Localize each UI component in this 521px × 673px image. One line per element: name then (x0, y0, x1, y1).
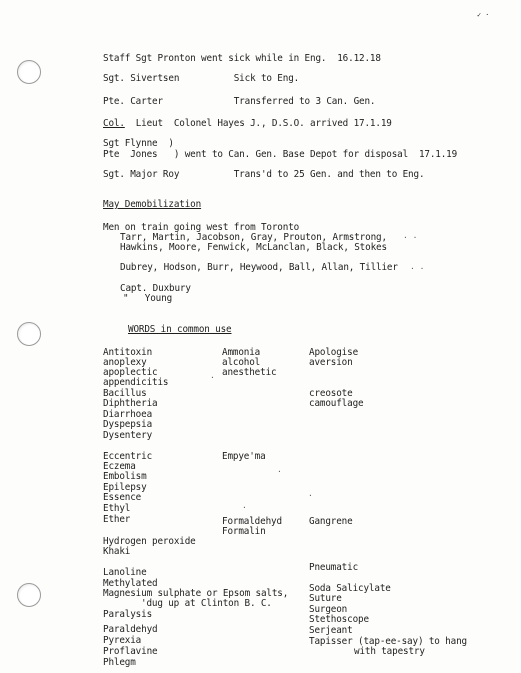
word-col1: Magnesium sulphate or Epsom salts, (103, 588, 289, 599)
word-col1: Ethyl (103, 503, 131, 514)
word-col1: Proflavine (103, 646, 158, 657)
demob-line: " Young (123, 293, 173, 304)
word-col3: creosote (309, 388, 353, 399)
word-col2: Empye'ma (222, 451, 266, 462)
word-col1: Khaki (103, 546, 131, 557)
word-col2: Formalin (222, 526, 266, 537)
word-col3: Apologise (309, 347, 359, 358)
word-col2: anesthetic (222, 367, 277, 378)
word-col1: Bacillus (103, 388, 147, 399)
word-col1: Essence (103, 492, 142, 503)
word-col1: Diphtheria (103, 398, 158, 409)
word-col1: apoplectic (103, 367, 158, 378)
binder-hole-middle (17, 322, 41, 346)
entry-line: Pte Jones ) went to Can. Gen. Base Depot for disposal 17.1.19 (103, 149, 458, 160)
demob-line: Hawkins, Moore, Fenwick, McLanclan, Black, Stokes (120, 242, 387, 253)
demob-heading: May Demobilization (103, 199, 202, 210)
word-col1: Embolism (103, 471, 147, 482)
word-col3: Pneumatic (309, 562, 359, 573)
word-col1: 'dug up at Clinton B. C. (141, 598, 272, 609)
word-col1: Dysentery (103, 430, 153, 441)
entry-line: Sgt Flynne ) (103, 138, 174, 149)
word-col1: Epilepsy (103, 482, 147, 493)
word-col3: Gangrene (309, 516, 353, 527)
word-col1: Paraldehyd (103, 624, 158, 635)
entry-line: Pte. Carter Transferred to 3 Can. Gen. (103, 96, 376, 107)
word-col3: with tapestry (354, 646, 425, 657)
word-col1: Eccentric (103, 451, 153, 462)
entry-line (103, 118, 392, 129)
word-col3: Tapisser (tap-ee-say) to hang (309, 636, 467, 647)
word-col1: Methylated (103, 578, 158, 589)
word-col3: aversion (309, 357, 353, 368)
entry-line: Sgt. Major Roy Trans'd to 25 Gen. and then to Eng. (103, 169, 425, 180)
paper-speck: . (308, 489, 313, 498)
demob-line: Tarr, Martin, Jacobson, Gray, Prouton, Armstrong, (120, 232, 387, 243)
word-col1: Phlegm (103, 657, 136, 668)
demob-line: Dubrey, Hodson, Burr, Heywood, Ball, Allan, Tillier (120, 262, 398, 273)
word-col1: Lanoline (103, 567, 147, 578)
entry-line: Staff Sgt Pronton went sick while in Eng. 16.12.18 (103, 53, 381, 64)
binder-hole-bottom (17, 583, 41, 607)
word-col1: Antitoxin (103, 347, 153, 358)
word-col2: Formaldehyd (222, 516, 282, 527)
binder-hole-top (17, 60, 41, 84)
word-col3: camouflage (309, 398, 364, 409)
word-col1: Diarrhoea (103, 409, 153, 420)
paper-speck: . (277, 465, 282, 474)
word-col2: alcohol (222, 357, 261, 368)
entry-rest: Lieut Colonel Hayes J., D.S.O. arrived 17.1.19 (124, 118, 392, 129)
corner-mark: ✓ · (477, 11, 490, 19)
word-col3: Stethoscope (309, 614, 369, 625)
words-heading: WORDS in common use (128, 324, 232, 335)
entry-line: Sgt. Sivertsen Sick to Eng. (103, 73, 300, 84)
demob-line: Men on train going west from Toronto (103, 222, 300, 233)
paper-speck: . . (410, 262, 425, 271)
word-col1: Ether (103, 514, 131, 525)
paper-speck: . (210, 371, 215, 380)
entry-prefix: Col. (103, 118, 125, 129)
word-col3: Surgeon (309, 604, 348, 615)
word-col3: Soda Salicylate (309, 583, 391, 594)
word-col1: appendicitis (103, 377, 169, 388)
word-col3: Suture (309, 593, 342, 604)
word-col1: Pyrexia (103, 635, 142, 646)
word-col1: Dyspepsia (103, 419, 153, 430)
word-col3: Serjeant (309, 625, 353, 636)
demob-line: Capt. Duxbury (120, 283, 191, 294)
word-col1: anoplexy (103, 357, 147, 368)
word-col2: Ammonia (222, 347, 261, 358)
word-col1: Paralysis (103, 609, 153, 620)
word-col1: Hydrogen peroxide (103, 536, 196, 547)
paper-speck: . . (403, 231, 418, 240)
paper-speck: . (242, 501, 247, 510)
word-col1: Eczema (103, 461, 136, 472)
